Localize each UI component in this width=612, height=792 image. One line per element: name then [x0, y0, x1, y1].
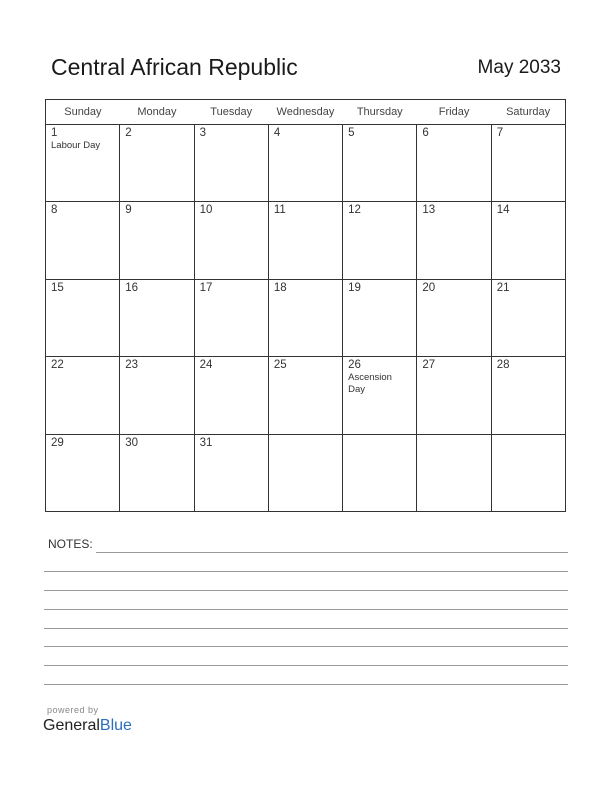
day-cell — [194, 357, 268, 434]
day-number: 18 — [273, 281, 287, 294]
weekday-thursday: Thursday — [343, 100, 417, 125]
notes-line — [44, 628, 568, 629]
day-number: 22 — [51, 359, 64, 372]
day-number: 5 — [348, 127, 355, 139]
week-row — [46, 279, 566, 356]
week-row — [46, 357, 566, 434]
day-number: 9 — [125, 204, 132, 217]
day-cell — [194, 434, 268, 511]
day-cell — [491, 125, 565, 202]
day-number: 4 — [273, 127, 281, 139]
notes-line — [44, 684, 568, 685]
week-row — [46, 434, 566, 511]
day-cell — [120, 202, 194, 279]
weekday-tuesday: Tuesday — [194, 100, 268, 125]
day-cell — [417, 202, 491, 279]
day-cell — [120, 357, 194, 434]
day-number: 8 — [51, 204, 58, 217]
day-number: 24 — [199, 359, 213, 372]
day-cell — [343, 202, 417, 279]
day-number: 19 — [348, 281, 361, 294]
weekday-header-row — [46, 100, 566, 125]
weekday-friday: Friday — [417, 100, 491, 125]
day-number: 2 — [125, 127, 132, 139]
day-cell — [268, 279, 342, 356]
day-cell — [46, 125, 120, 202]
day-number: 16 — [125, 281, 139, 294]
day-cell — [343, 434, 417, 511]
day-number: 6 — [422, 127, 429, 139]
day-cell — [268, 357, 342, 434]
day-number: 28 — [496, 359, 510, 372]
brand-general-text: General — [43, 717, 100, 734]
weekday-wednesday: Wednesday — [268, 100, 342, 125]
day-cell — [417, 125, 491, 202]
day-number: 30 — [125, 436, 139, 449]
day-cell — [46, 202, 120, 279]
day-cell — [120, 434, 194, 511]
notes-line — [44, 609, 568, 610]
day-number: 14 — [496, 204, 510, 217]
day-cell — [491, 202, 565, 279]
day-cell — [194, 125, 268, 202]
weekday-monday: Monday — [120, 100, 194, 125]
day-number: 1 — [51, 127, 58, 139]
day-number: 29 — [51, 436, 64, 449]
day-number: 27 — [422, 359, 436, 372]
day-cell — [417, 434, 491, 511]
notes-line — [44, 571, 568, 572]
day-cell — [343, 125, 417, 202]
day-number: 26 — [348, 359, 361, 372]
day-cell — [268, 125, 342, 202]
day-number: 15 — [51, 281, 64, 294]
notes-line — [44, 590, 568, 591]
weekday-saturday: Saturday — [491, 100, 565, 125]
powered-by-text: powered by — [47, 705, 99, 715]
day-cell — [194, 202, 268, 279]
notes-label: NOTES: — [48, 537, 93, 551]
week-row — [46, 202, 566, 279]
day-cell — [491, 434, 565, 511]
calendar-grid — [45, 99, 566, 512]
day-number: 12 — [348, 204, 361, 217]
day-number: 3 — [199, 127, 206, 139]
day-cell — [417, 357, 491, 434]
day-number: 13 — [422, 204, 436, 217]
day-number: 11 — [273, 204, 286, 217]
day-number: 20 — [422, 281, 436, 294]
day-cell — [194, 279, 268, 356]
day-number: 31 — [199, 436, 213, 449]
day-number: 7 — [496, 127, 504, 139]
day-cell — [417, 279, 491, 356]
brand-blue-text: Blue — [99, 717, 132, 734]
day-number: 21 — [496, 281, 510, 294]
day-cell — [46, 357, 120, 434]
calendar-country-title: Central African Republic — [51, 54, 298, 80]
day-number: 10 — [199, 204, 213, 217]
week-row — [46, 125, 566, 202]
holiday-label: Ascension Day — [348, 372, 392, 396]
notes-line — [96, 552, 568, 553]
day-cell — [343, 279, 417, 356]
day-cell — [46, 434, 120, 511]
day-cell — [268, 202, 342, 279]
weekday-sunday: Sunday — [46, 100, 120, 125]
holiday-label: Labour Day — [51, 140, 101, 151]
day-cell — [120, 279, 194, 356]
day-cell — [343, 357, 417, 434]
day-number: 17 — [199, 281, 213, 294]
day-cell — [491, 279, 565, 356]
notes-line — [44, 665, 568, 666]
day-number: 23 — [125, 359, 139, 372]
day-cell — [120, 125, 194, 202]
day-number: 25 — [273, 359, 287, 372]
notes-line — [44, 646, 568, 647]
day-cell — [268, 434, 342, 511]
generalblue-logo[interactable] — [43, 717, 132, 735]
day-cell — [491, 357, 565, 434]
calendar-month-title: May 2033 — [477, 57, 561, 78]
day-cell — [46, 279, 120, 356]
